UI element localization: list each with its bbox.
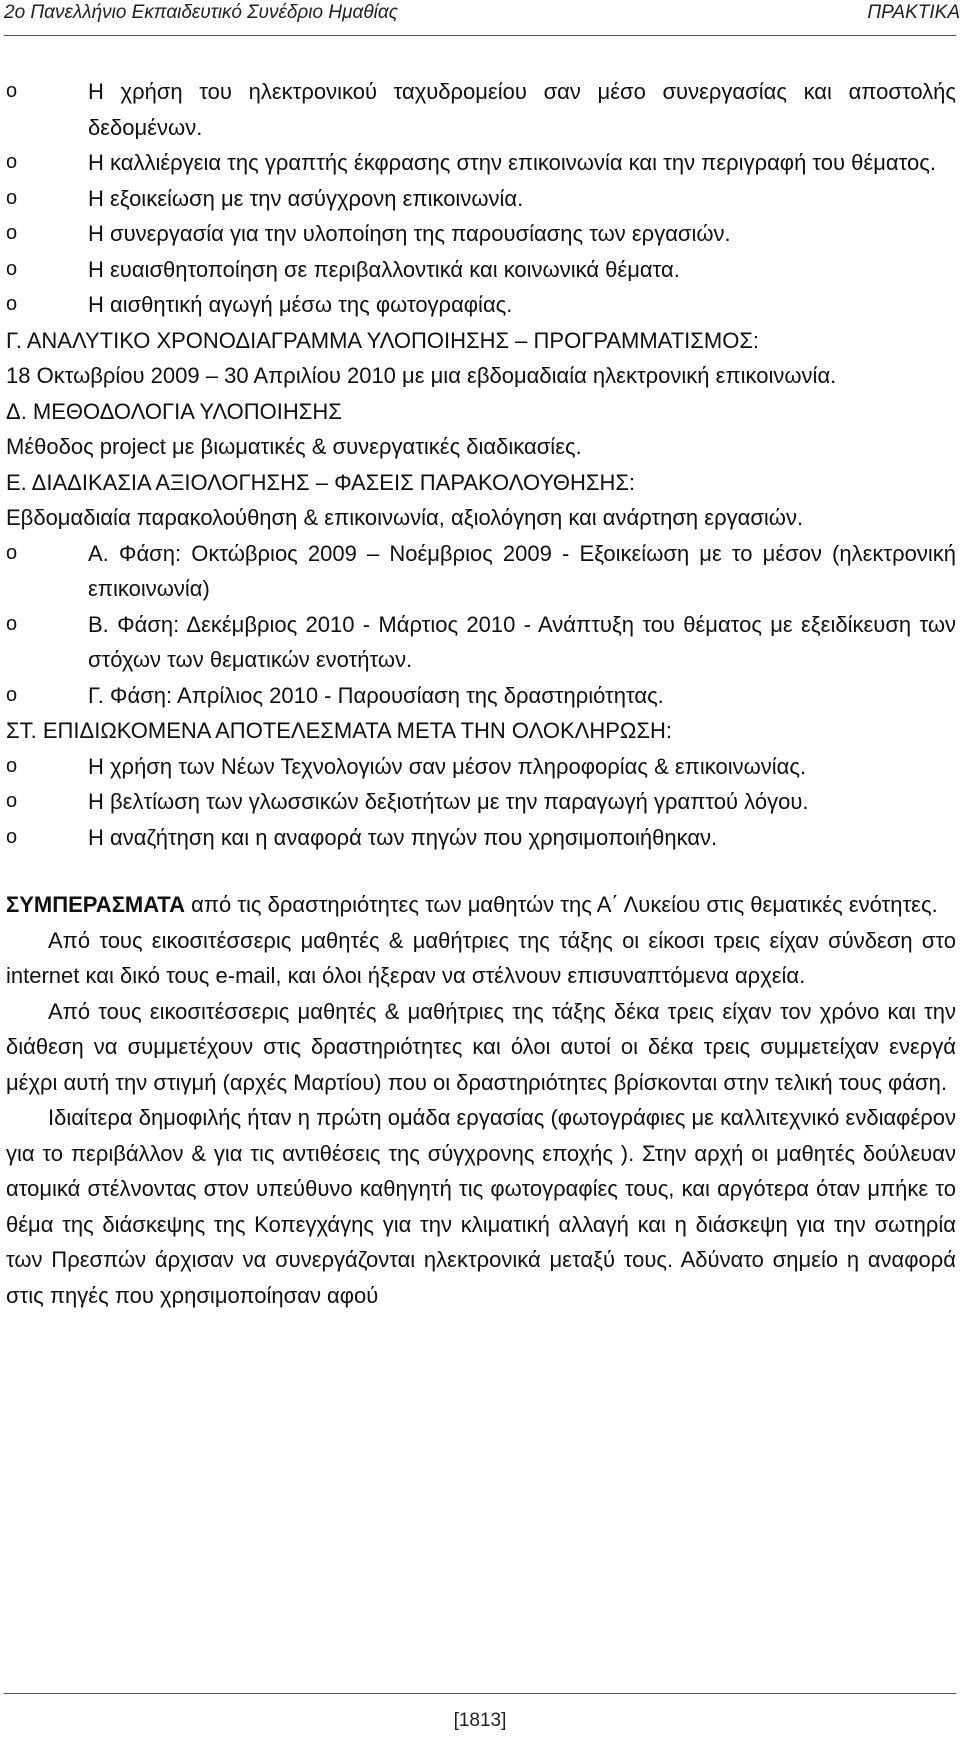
list-item: o Η βελτίωση των γλωσσικών δεξιοτήτων με την παραγωγή γραπτού λόγου.: [6, 784, 956, 820]
header-divider: [4, 35, 956, 36]
section-text-timeline: 18 Οκτωβρίου 2009 – 30 Απριλίου 2010 με μια εβδομαδιαία ηλεκτρονική επικοινωνία.: [6, 363, 837, 388]
section-heading-evaluation: Ε. ΔΙΑΔΙΚΑΣΙΑ ΑΞΙΟΛΟΓΗΣΗΣ – ΦΑΣΕΙΣ ΠΑΡΑΚΟΛΟΥΘΗΣΗΣ:: [6, 469, 636, 495]
list-item: o Η αναζήτηση και η αναφορά των πηγών που χρησιμοποιήθηκαν.: [6, 820, 956, 856]
conclusions-heading: ΣΥΜΠΕΡΑΣΜΑΤΑ: [6, 892, 185, 917]
section-heading-results: ΣΤ. ΕΠΙΔΙΩΚΟΜΕΝΑ ΑΠΟΤΕΛΕΣΜΑΤΑ ΜΕΤΑ ΤΗΝ ΟΛΟΚΛΗΡΩΣΗ:: [6, 718, 672, 743]
list-item: o Η χρήση του ηλεκτρονικού ταχυδρομείου σαν μέσο συνεργασίας και αποστολής δεδομένων.: [6, 74, 956, 145]
section-text-methodology: Μέθοδος project με βιωματικές & συνεργατικές διαδικασίες.: [6, 434, 582, 459]
page-body: [6, 74, 956, 1313]
list-item: o Γ. Φάση: Απρίλιος 2010 - Παρουσίαση της δραστηριότητας.: [6, 678, 956, 714]
list-item: o Η συνεργασία για την υλοποίηση της παρουσίασης των εργασιών.: [6, 216, 956, 252]
body-paragraph: Από τους εικοσιτέσσερις μαθητές & μαθήτριες της τάξης οι είκοσι τρεις είχαν σύνδεση στο internet και δικό τους e-mail, και όλοι ήξεραν να στέλνουν επισυναπτόμενα αρχεία.: [6, 927, 956, 988]
body-paragraph: Ιδιαίτερα δημοφιλής ήταν η πρώτη ομάδα εργασίας (φωτογράφιες με καλλιτεχνικό ενδιαφέρον για το περιβάλλον & για τις αντιθέσεις της σύγχρονης εποχής ). Στην αρχή οι μαθητές δούλευαν ατομικά στέλνοντας στον υπεύθυνο καθηγητή τις φωτογραφίες τους, και αργότερα όταν μπήκε το θέμα της διάσκεψης της Κοπεγχάγης για την κλιματική αλλαγή και η διάσκεψη για την σωτηρία των Πρεσπών άρχισαν να συνεργάζονται ηλεκτρονικά μεταξύ τους. Αδύνατο σημείο η αναφορά στις πηγές που χρησιμοποίησαν αφού: [6, 1105, 956, 1308]
section-heading-timeline: Γ. ΑΝΑΛΥΤΙΚΟ ΧΡΟΝΟΔΙΑΓΡΑΜΜΑ ΥΛΟΠΟΙΗΣΗΣ – ΠΡΟΓΡΑΜΜΑΤΙΣΜΟΣ:: [6, 327, 760, 353]
list-item: o Η ευαισθητοποίηση σε περιβαλλοντικά και κοινωνικά θέματα.: [6, 252, 956, 288]
page-header: [4, 0, 960, 34]
list-item: o Β. Φάση: Δεκέμβριος 2010 - Μάρτιος 2010 - Ανάπτυξη του θέματος με εξειδίκευση των στόχων των θεματικών ενοτήτων.: [6, 607, 956, 678]
goals-list: [6, 74, 956, 323]
results-list: [6, 749, 956, 856]
footer-divider: [4, 1693, 956, 1694]
conclusions-intro-paragraph: [6, 887, 956, 923]
conclusions-intro: από τις δραστηριότητες των μαθητών της Α΄ Λυκείου στις θεματικές ενότητες.: [184, 892, 938, 917]
section-text-evaluation: Εβδομαδιαία παρακολούθηση & επικοινωνία, αξιολόγηση και ανάρτηση εργασιών.: [6, 505, 804, 530]
section-heading-methodology: Δ. ΜΕΘΟΔΟΛΟΓΙΑ ΥΛΟΠΟΙΗΣΗΣ: [6, 398, 342, 424]
list-item: o Η καλλιέργεια της γραπτής έκφρασης στην επικοινωνία και την περιγραφή του θέματος.: [6, 145, 956, 181]
proceedings-label: ΠΡΑΚΤΙΚΑ: [867, 2, 960, 23]
list-item: o Α. Φάση: Οκτώβριος 2009 – Νοέμβριος 2009 - Εξοικείωση με το μέσον (ηλεκτρονική επικοινωνία): [6, 536, 956, 607]
list-item: o Η χρήση των Νέων Τεχνολογιών σαν μέσον πληροφορίας & επικοινωνίας.: [6, 749, 956, 785]
phases-list: [6, 536, 956, 714]
list-item: o Η εξοικείωση με την ασύγχρονη επικοινωνία.: [6, 181, 956, 217]
page-number: [1813]: [453, 1710, 507, 1731]
body-paragraph: Από τους εικοσιτέσσερις μαθητές & μαθήτριες της τάξης δέκα τρεις είχαν τον χρόνο και την διάθεση να συμμετέχουν στις δραστηριότητες και όλοι αυτοί οι δέκα τρεις συμμετείχαν ενεργά μέχρι αυτή την στιγμή (αρχές Μαρτίου) που οι δραστηριότητες βρίσκονται στην τελική τους φάση.: [6, 998, 956, 1095]
conference-title: 2ο Πανελλήνιο Εκπαιδευτικό Συνέδριο Ημαθίας: [4, 2, 398, 23]
list-item: o Η αισθητική αγωγή μέσω της φωτογραφίας.: [6, 287, 956, 323]
